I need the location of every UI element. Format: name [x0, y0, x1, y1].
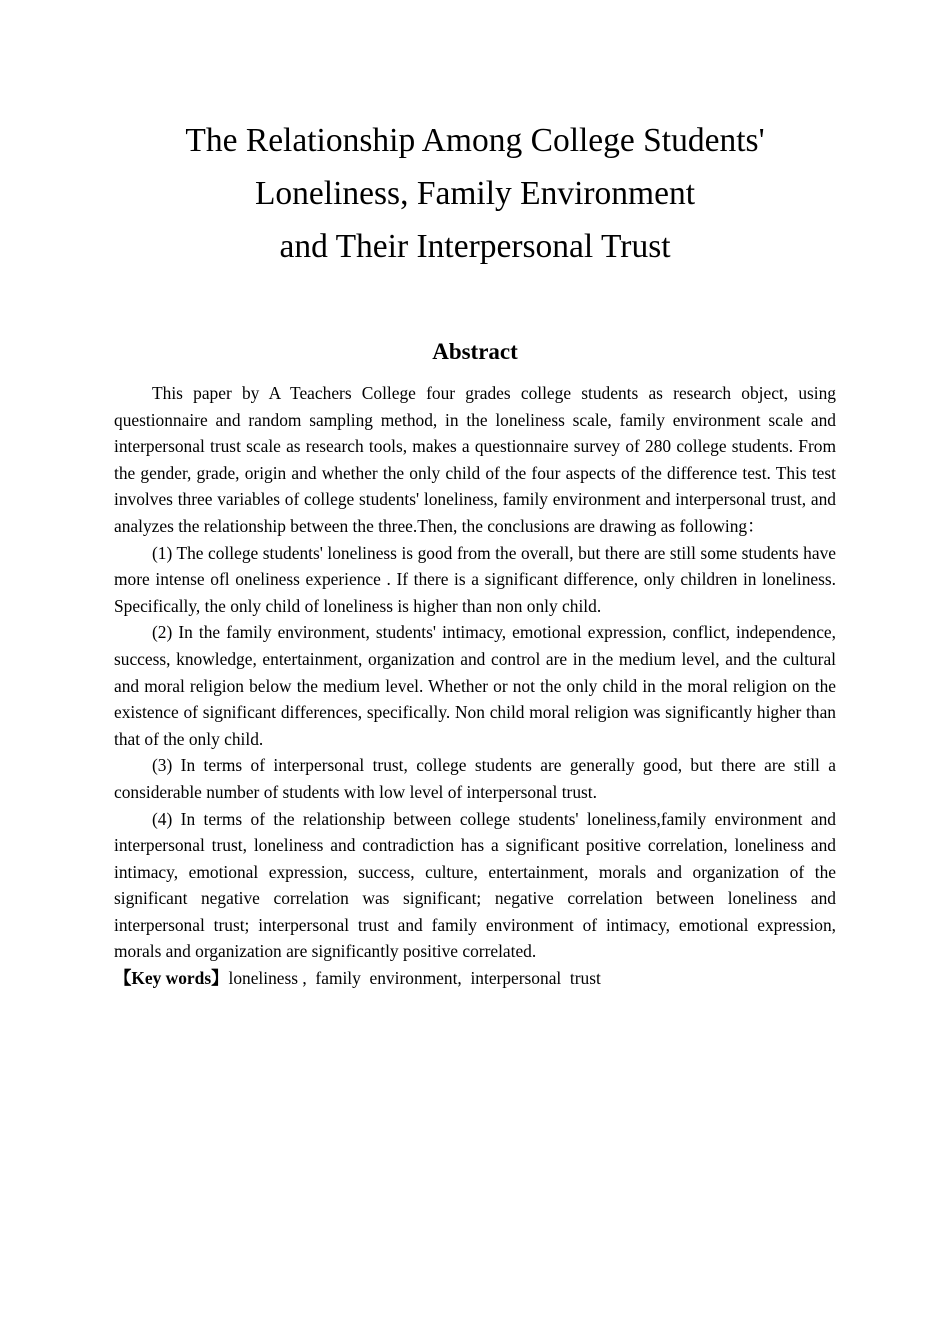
title-line-2: Loneliness, Family Environment — [254, 175, 696, 212]
title-line-1: The Relationship Among College Students' — [185, 122, 765, 159]
keywords-label: 【Key words】 — [114, 968, 229, 989]
abstract-paragraph-3: (2) In the family environment, students' intimacy, emotional expression, conflict, independence, success, knowledge, entertainment, organization and control are in the medium level, and the cultural and moral religion below the medium level. Whether or not the only child in the moral religion on the existence of significant differences, specifically. Non child moral religion was significantly higher than that of the only child. — [114, 622, 836, 749]
abstract-paragraph-4: (3) In terms of interpersonal trust, college students are generally good, but there are still a considerable number of students with low level of interpersonal trust. — [114, 755, 836, 802]
abstract-paragraph-2: (1) The college students' loneliness is good from the overall, but there are still some students have more intense ofl oneliness experience . If there is a significant difference, only children in loneliness. Specifically, the only child of loneliness is higher than non only child. — [114, 542, 836, 616]
paper-title — [0, 114, 950, 273]
title-line-3: and Their Interpersonal Trust — [279, 228, 671, 265]
keywords-text: loneliness , family environment, interpersonal trust — [228, 968, 601, 989]
abstract-heading: Abstract — [432, 339, 518, 364]
abstract-body — [114, 380, 836, 992]
abstract-paragraph-1: This paper by A Teachers College four grades college students as research object, using questionnaire and random sampling method, in the loneliness scale, family environment scale and interpersonal trust scale as research tools, makes a questionnaire survey of 280 college students. From the gender, grade, origin and whether the only child of the four aspects of the difference test. This test involves three variables of college students' loneliness, family environment and interpersonal trust, and analyzes the relationship between the three.Then, the conclusions are drawing as following： — [114, 383, 836, 536]
keywords-line — [114, 965, 836, 992]
abstract-paragraph-5: (4) In terms of the relationship between college students' loneliness,family environment and interpersonal trust, loneliness and contradiction has a significant positive correlation, loneliness and intimacy, emotional expression, success, culture, entertainment, morals and organization of the significant negative correlation was significant; negative correlation between loneliness and interpersonal trust; interpersonal trust and family environment of intimacy, emotional expression, morals and organization are significantly positive correlated. — [114, 808, 836, 962]
